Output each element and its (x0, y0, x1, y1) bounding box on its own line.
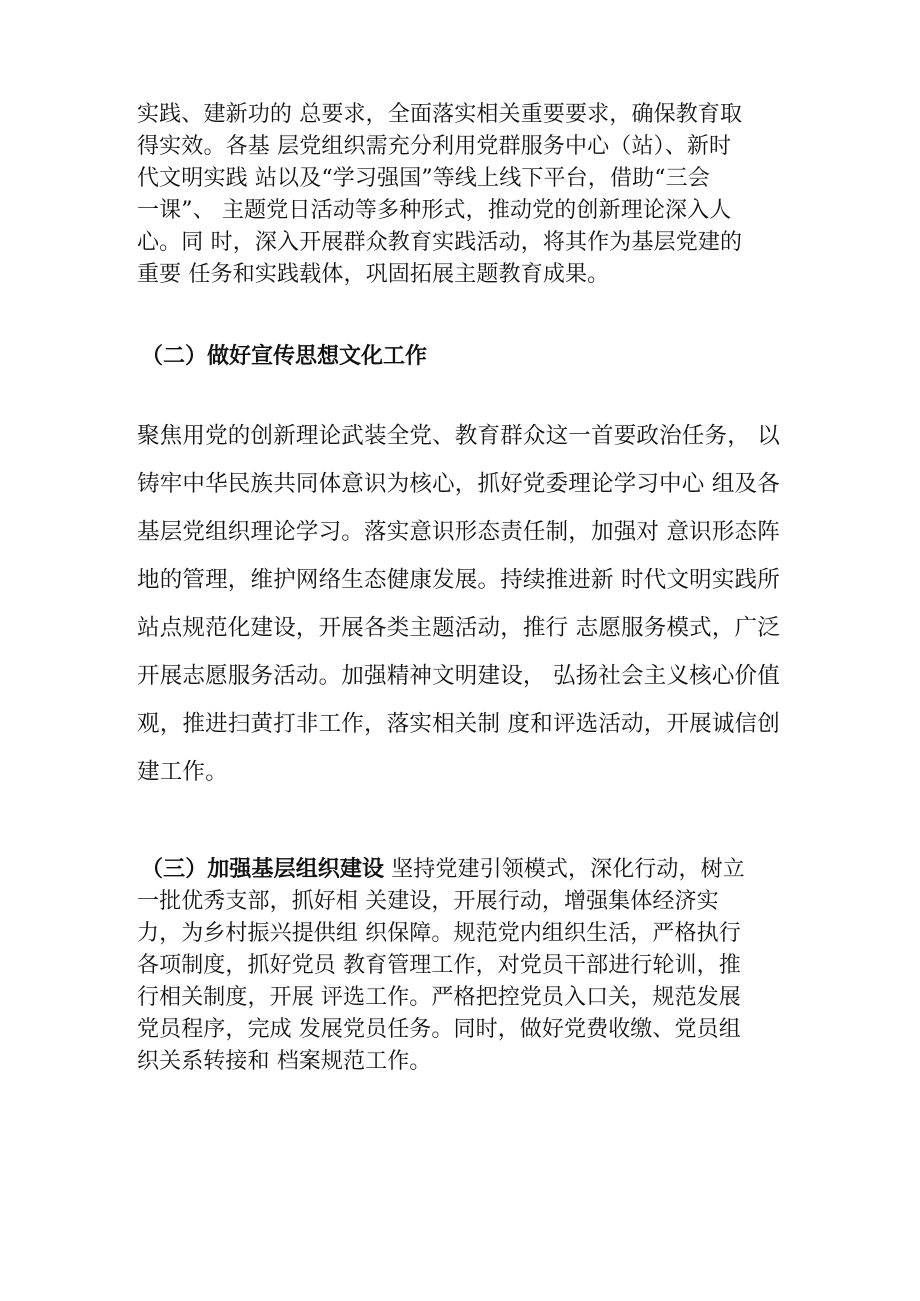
text-segment: 坚持党建引领模式，深化行动，树立 (384, 857, 745, 882)
text-line: 一批优秀支部，抓好相 关建设，开展行动，增强集体经济实 (137, 889, 719, 914)
text-line: 代文明实践 站以及“学习强国”等线上线下平台，借助“三会 (137, 166, 710, 191)
text-line: 党员程序，完成 发展党员任务。同时，做好党费收缴、党员组 (137, 1017, 741, 1042)
text-line: 心。同 时，深入开展群众教育实践活动，将其作为基层党建的 (137, 230, 743, 255)
text-line: 一课”、 主题党日活动等多种形式，推动党的创新理论深入人 (137, 198, 732, 223)
text-line-first (141, 855, 745, 885)
text-line: 织关系转接和 档案规范工作。 (137, 1049, 432, 1074)
text-line: 聚焦用党的创新理论武装全党、教育群众这一首要政治任务， 以 (137, 423, 780, 449)
text-line: 得实效。各基 层党组织需充分利用党群服务中心（站）、新时 (137, 134, 732, 159)
text-line: 基层党组织理论学习。落实意识形态责任制，加强对 意识形态阵 (137, 519, 780, 545)
section-heading-organization: （三）加强基层组织建设 (141, 857, 385, 882)
text-line: 各项制度，抓好党员 教育管理工作，对党员干部进行轮训，推 (137, 953, 741, 978)
text-line: 铸牢中华民族共同体意识为核心，抓好党委理论学习中心 组及各 (137, 471, 780, 497)
section-heading-propaganda: （二）做好宣传思想文化工作 (141, 344, 428, 369)
text-line: 地的管理，维护网络生态健康发展。持续推进新 时代文明实践所 (137, 567, 780, 593)
text-line: 开展志愿服务活动。加强精神文明建设， 弘扬社会主义核心价值 (137, 663, 780, 689)
text-line: 建工作。 (137, 759, 228, 785)
text-line: 站点规范化建设，开展各类主题活动，推行 志愿服务模式，广泛 (137, 615, 780, 641)
text-line: 重要 任务和实践载体，巩固拓展主题教育成果。 (137, 262, 610, 287)
text-line: 行相关制度，开展 评选工作。严格把控党员入口关，规范发展 (137, 985, 741, 1010)
text-line: 观，推进扫黄打非工作，落实相关制 度和评选活动，开展诚信创 (137, 711, 780, 737)
text-line: 实践、建新功的 总要求，全面落实相关重要要求，确保教育取 (137, 102, 743, 127)
text-line: 力，为乡村振兴提供组 织保障。规范党内组织生活，严格执行 (137, 921, 741, 946)
